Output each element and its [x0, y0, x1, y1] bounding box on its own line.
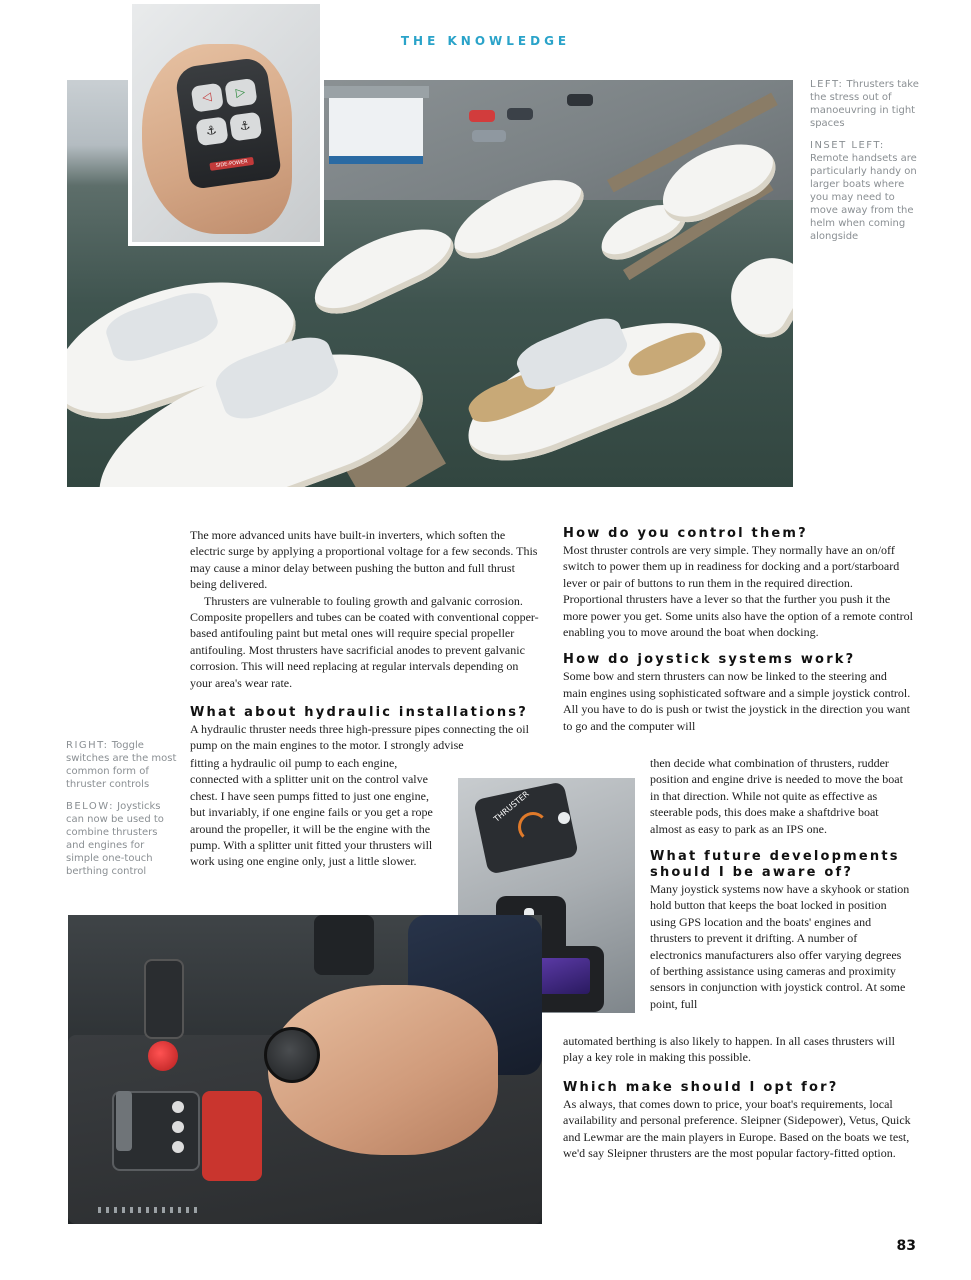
- caption-lead: LEFT:: [810, 79, 844, 90]
- paragraph: The more advanced units have built-in inverters, which soften the electric surge by applying a proportional voltage for a few seconds. This may cause a minor delay between pushing the button and full thrust being delivered.: [190, 528, 538, 592]
- remote-handset: [174, 56, 282, 190]
- remote-handset-photo: [128, 0, 324, 246]
- paragraph: Some bow and stern thrusters can now be linked to the steering and main engines using sophisticated software and a simple joystick control. All you have to do is push or twist the joystick in the direction you want to go and the computer will: [563, 669, 911, 733]
- article-column-left: [190, 527, 542, 754]
- article-column-right-wrap: [650, 755, 912, 1012]
- paragraph: Most thruster controls are very simple. They normally have an on/off switch to power them up in readiness for docking and a port/starboard lever or pair of buttons to run them in the required direction. Proportional thrusters have a lever so that the further you push it the more power you get. Some units also have the option of a remote control enabling you to move around the boat when docking.: [563, 543, 913, 640]
- caption-text: Thrusters take the stress out of manoeuvring in tight spaces: [810, 79, 919, 129]
- joystick-photo: [68, 915, 542, 1224]
- heading-hydraulic: What about hydraulic installations?: [190, 705, 528, 721]
- paragraph: then decide what combination of thrusters, rudder position and engine drive is needed to move the boat in that direction. While not quite as effective as steerable pods, this does make a shaftdrive boat almost as easy to park as an IPS one.: [650, 756, 903, 836]
- article-column-right-bottom: [563, 1033, 915, 1161]
- caption-text: Toggle switches are the most common form of thruster controls: [66, 740, 177, 790]
- article-column-left-wrap: [190, 755, 444, 870]
- port-arrow-icon: ◁: [201, 89, 213, 105]
- heading-control: How do you control them?: [563, 526, 808, 541]
- heading-future: What future developments should I be aware of?: [650, 849, 900, 881]
- paragraph: Many joystick systems now have a skyhook or station hold button that keeps the boat locked in position using GPS location and the boats' engines and thrusters to prevent it drifting. A number of electronics manufacturers also offer varying degrees of berthing assistance using cameras and proximity sensors in conjunction with joystick control. At some point, full: [650, 882, 910, 1011]
- caption-top: [810, 78, 922, 252]
- paragraph: A hydraulic thruster needs three high-pressure pipes connecting the oil pump on the main engines to the motor. I strongly advise: [190, 722, 529, 753]
- heading-joystick: How do joystick systems work?: [563, 652, 856, 668]
- anchor-icon: ⚓: [204, 122, 218, 139]
- toggle-switch: [558, 812, 570, 824]
- caption-lead: INSET LEFT:: [810, 140, 885, 151]
- brand-label: SIDE-POWER: [209, 157, 254, 171]
- paragraph: fitting a hydraulic oil pump to each engine, connected with a splitter unit on the control valve chest. I have seen pumps fitted to just one engine, but invariably, if one engine fails or you get a rope around the propeller, it will be the engine with the pump. With a splitter unit fitted your thrusters will work using one engine only, just a little slower.: [190, 756, 433, 869]
- panel-label: THRUSTER: [492, 789, 531, 824]
- starboard-arrow-icon: ▷: [234, 84, 246, 100]
- caption-lead: RIGHT:: [66, 740, 109, 751]
- red-button: [148, 1041, 178, 1071]
- caption-text: Joysticks can now be used to combine thrusters and engines for simple one-touch berthing control: [66, 801, 164, 877]
- page-number: 83: [896, 1238, 916, 1254]
- caption-side: [66, 739, 178, 887]
- harbour-building: [329, 94, 423, 164]
- caption-lead: BELOW:: [66, 801, 114, 812]
- paragraph: automated berthing is also likely to happen. In all cases thrusters will play a key role in making this possible.: [563, 1034, 895, 1065]
- heading-make: Which make should I opt for?: [563, 1079, 839, 1095]
- anchor-icon: ⚓: [238, 117, 252, 134]
- section-header: THE KNOWLEDGE: [400, 34, 571, 48]
- paragraph: As always, that comes down to price, your boat's requirements, local availability and personal preference. Sleipner (Sidepower), Vetus, Quick and Lewmar are the main players in Europe. Based on the boats we test, we'd say Sleipner thrusters are the most popular factory-fitted option.: [563, 1096, 911, 1161]
- caption-text: Remote handsets are particularly handy on larger boats where you may need to move away from the helm when coming alongside: [810, 153, 917, 242]
- joystick: [264, 1027, 320, 1083]
- article-column-right: [563, 526, 913, 734]
- paragraph: Thrusters are vulnerable to fouling growth and galvanic corrosion. Composite propellers and tubes can be coated with conventional copper-based antifouling paint but metal ones will require special propeller antifouling. Most thrusters have sacrificial anodes to prevent galvanic corrosion. This will need replacing at regular intervals depending on your area's wear rate.: [190, 593, 539, 690]
